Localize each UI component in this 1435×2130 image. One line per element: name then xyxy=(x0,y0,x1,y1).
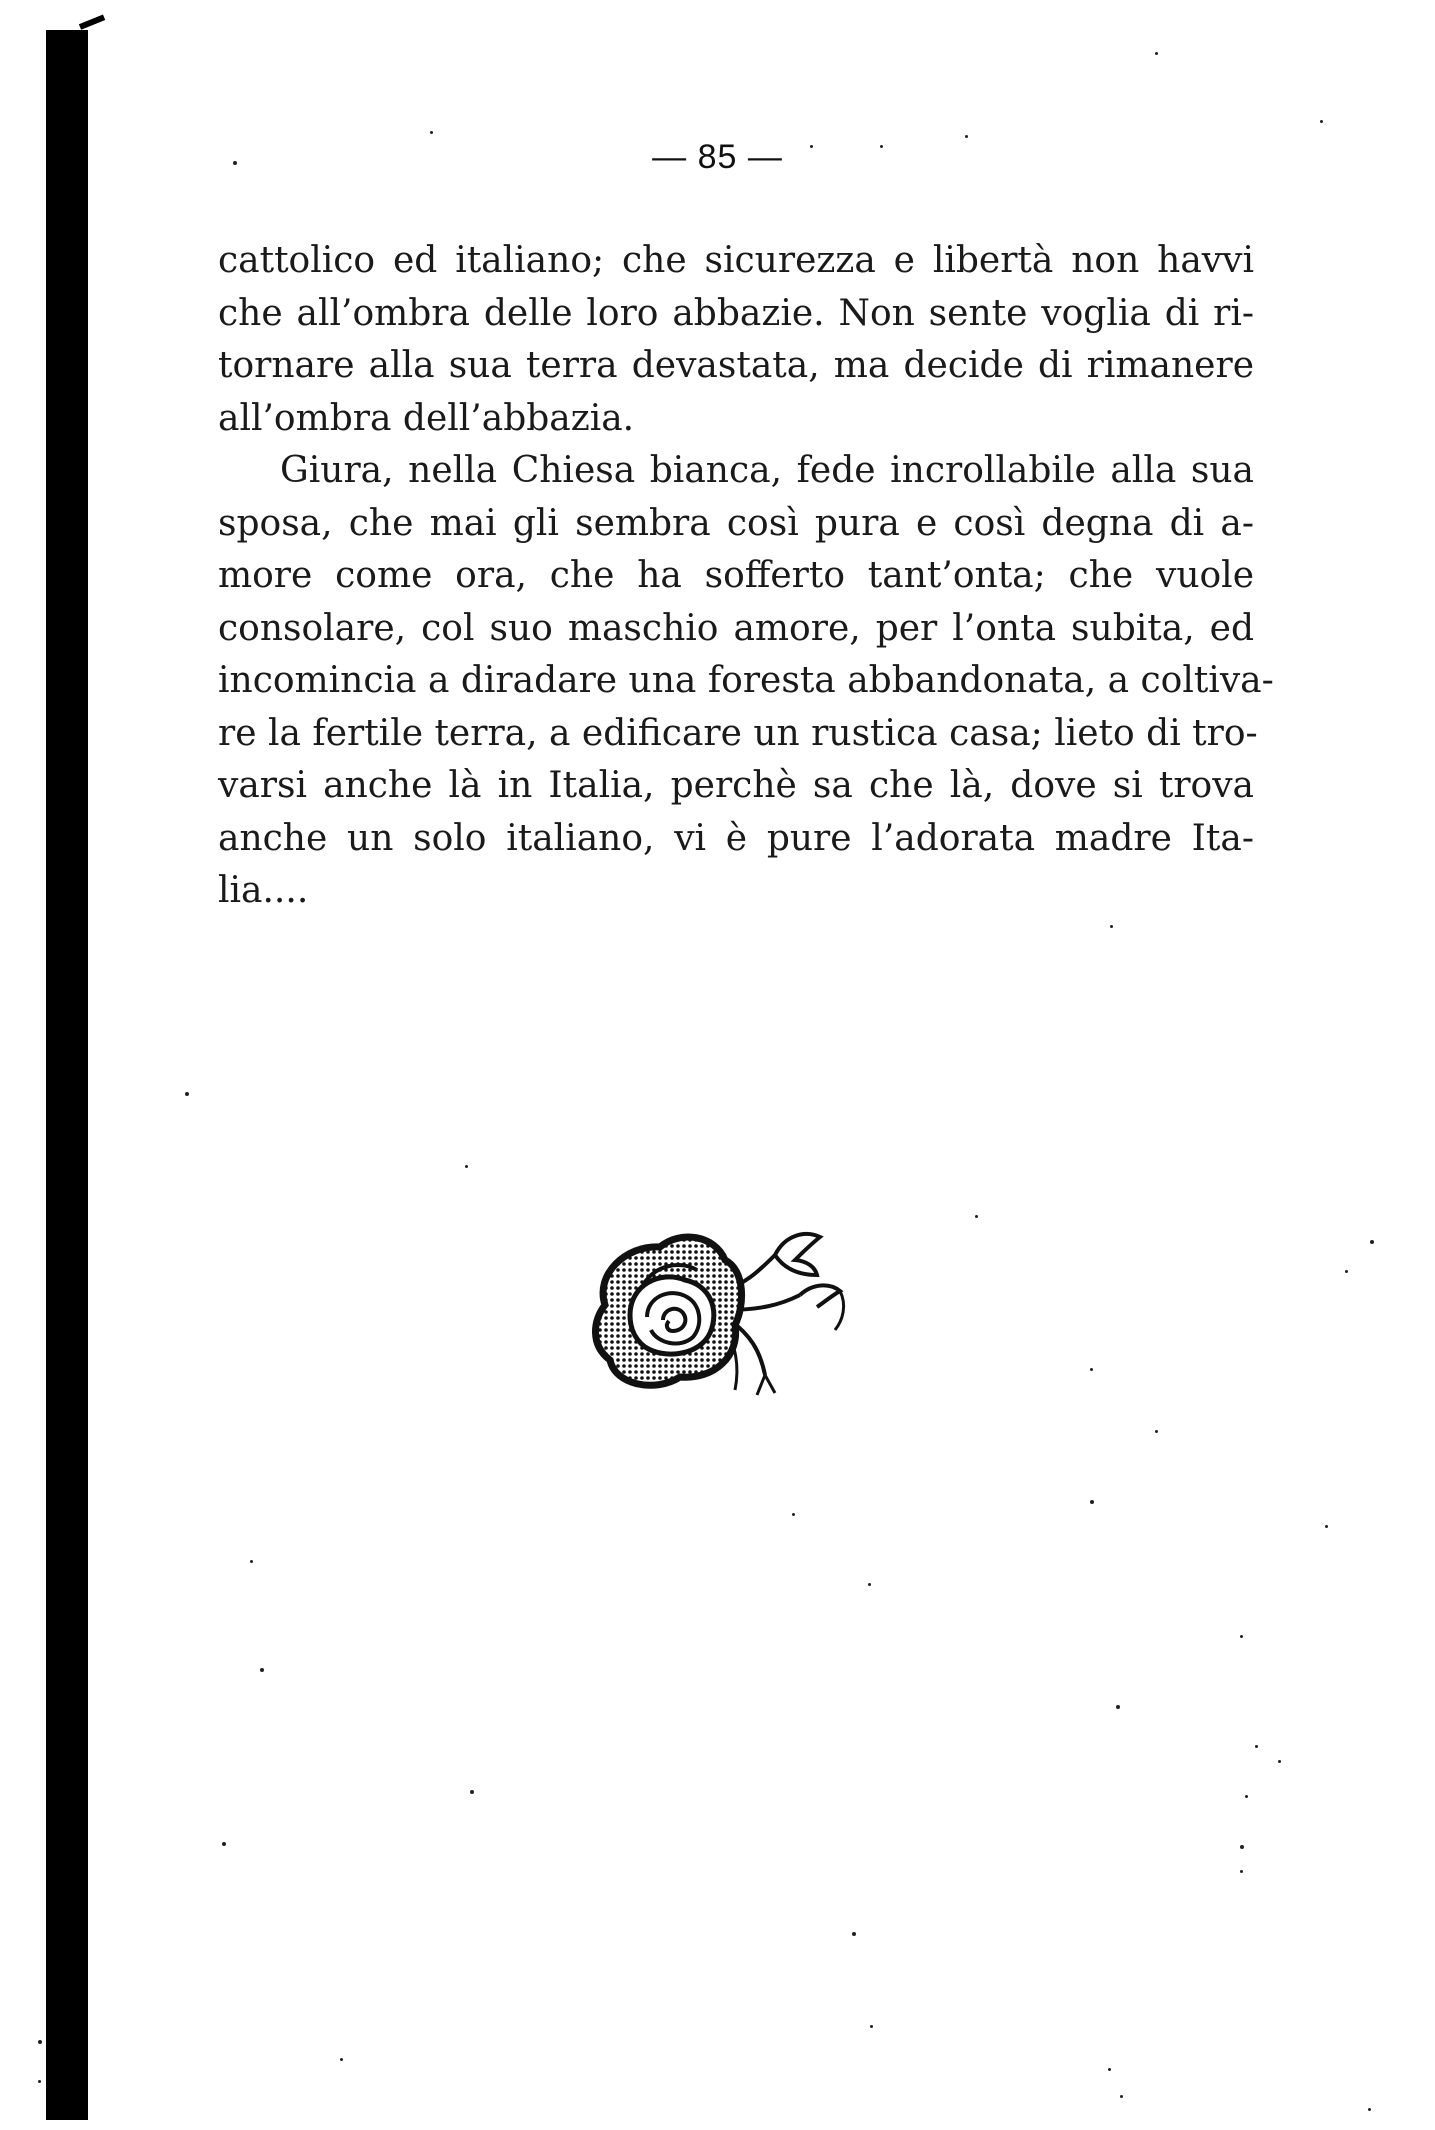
print-speck xyxy=(185,1092,189,1096)
print-speck xyxy=(1240,1635,1243,1638)
text-line-12: anche un solo italiano, vi è pure l’adorata madre Ita- xyxy=(218,817,1254,859)
print-speck xyxy=(1368,2108,1371,2111)
print-speck xyxy=(233,161,237,165)
print-speck xyxy=(430,131,433,134)
print-speck xyxy=(1240,1870,1243,1873)
print-speck xyxy=(260,1668,264,1672)
print-speck xyxy=(810,145,813,148)
print-speck xyxy=(1370,1240,1374,1244)
text-line-8: consolare, col suo maschio amore, per l’onta subita, ed xyxy=(218,607,1254,649)
print-speck xyxy=(1110,925,1113,928)
print-speck xyxy=(222,1842,226,1846)
print-speck xyxy=(1278,1760,1281,1763)
print-speck xyxy=(870,2025,873,2028)
page-binding-edge xyxy=(46,30,88,2120)
print-speck xyxy=(1155,1430,1158,1433)
print-speck xyxy=(1325,1525,1328,1528)
page-number: — 85 — xyxy=(652,138,783,176)
print-speck xyxy=(250,1560,253,1563)
body-text xyxy=(218,235,1274,918)
print-speck xyxy=(1108,2068,1111,2071)
print-speck xyxy=(1240,1845,1244,1849)
print-speck xyxy=(1320,120,1323,123)
text-line-2: che all’ombra delle loro abbazie. Non sente voglia di ri- xyxy=(218,292,1254,334)
print-speck xyxy=(1255,1745,1258,1748)
text-line-10: re la fertile terra, a edificare un rustica casa; lieto di tro- xyxy=(218,712,1258,754)
text-line-11: varsi anche là in Italia, perchè sa che là, dove si trova xyxy=(218,765,1254,806)
text-line-6: sposa, che mai gli sembra così pura e così degna di a- xyxy=(218,502,1254,544)
print-speck xyxy=(965,135,968,138)
text-line-5: Giura, nella Chiesa bianca, fede incrollabile alla sua xyxy=(280,450,1254,491)
print-speck xyxy=(1345,1270,1348,1273)
text-line-1: cattolico ed italiano; che sicurezza e libertà non havvi xyxy=(218,240,1254,281)
text-line-13: lia.... xyxy=(218,870,309,911)
print-speck xyxy=(975,1215,978,1218)
print-speck xyxy=(1090,1500,1094,1504)
print-speck xyxy=(1245,1795,1248,1798)
print-speck xyxy=(1116,1705,1120,1709)
print-speck xyxy=(1120,2095,1123,2098)
print-speck xyxy=(792,1513,795,1516)
print-speck xyxy=(852,1932,856,1936)
print-speck xyxy=(38,2040,42,2044)
text-line-7: more come ora, che ha sofferto tant’onta; che vuole xyxy=(218,555,1254,596)
print-speck xyxy=(470,1790,474,1794)
text-line-9: incomincia a diradare una foresta abbandonata, a coltiva- xyxy=(218,660,1274,701)
print-speck xyxy=(340,2058,343,2061)
print-speck xyxy=(1090,1368,1093,1371)
print-speck xyxy=(38,2080,41,2083)
binding-mark xyxy=(79,14,105,29)
print-speck xyxy=(880,145,883,148)
text-line-3: tornare alla sua terra devastata, ma decide di rimanere xyxy=(218,345,1254,386)
print-speck xyxy=(465,1165,468,1168)
rose-ornament-icon xyxy=(585,1225,855,1405)
print-speck xyxy=(868,1583,871,1586)
text-line-4: all’ombra dell’abbazia. xyxy=(218,397,635,439)
print-speck xyxy=(1155,52,1158,55)
